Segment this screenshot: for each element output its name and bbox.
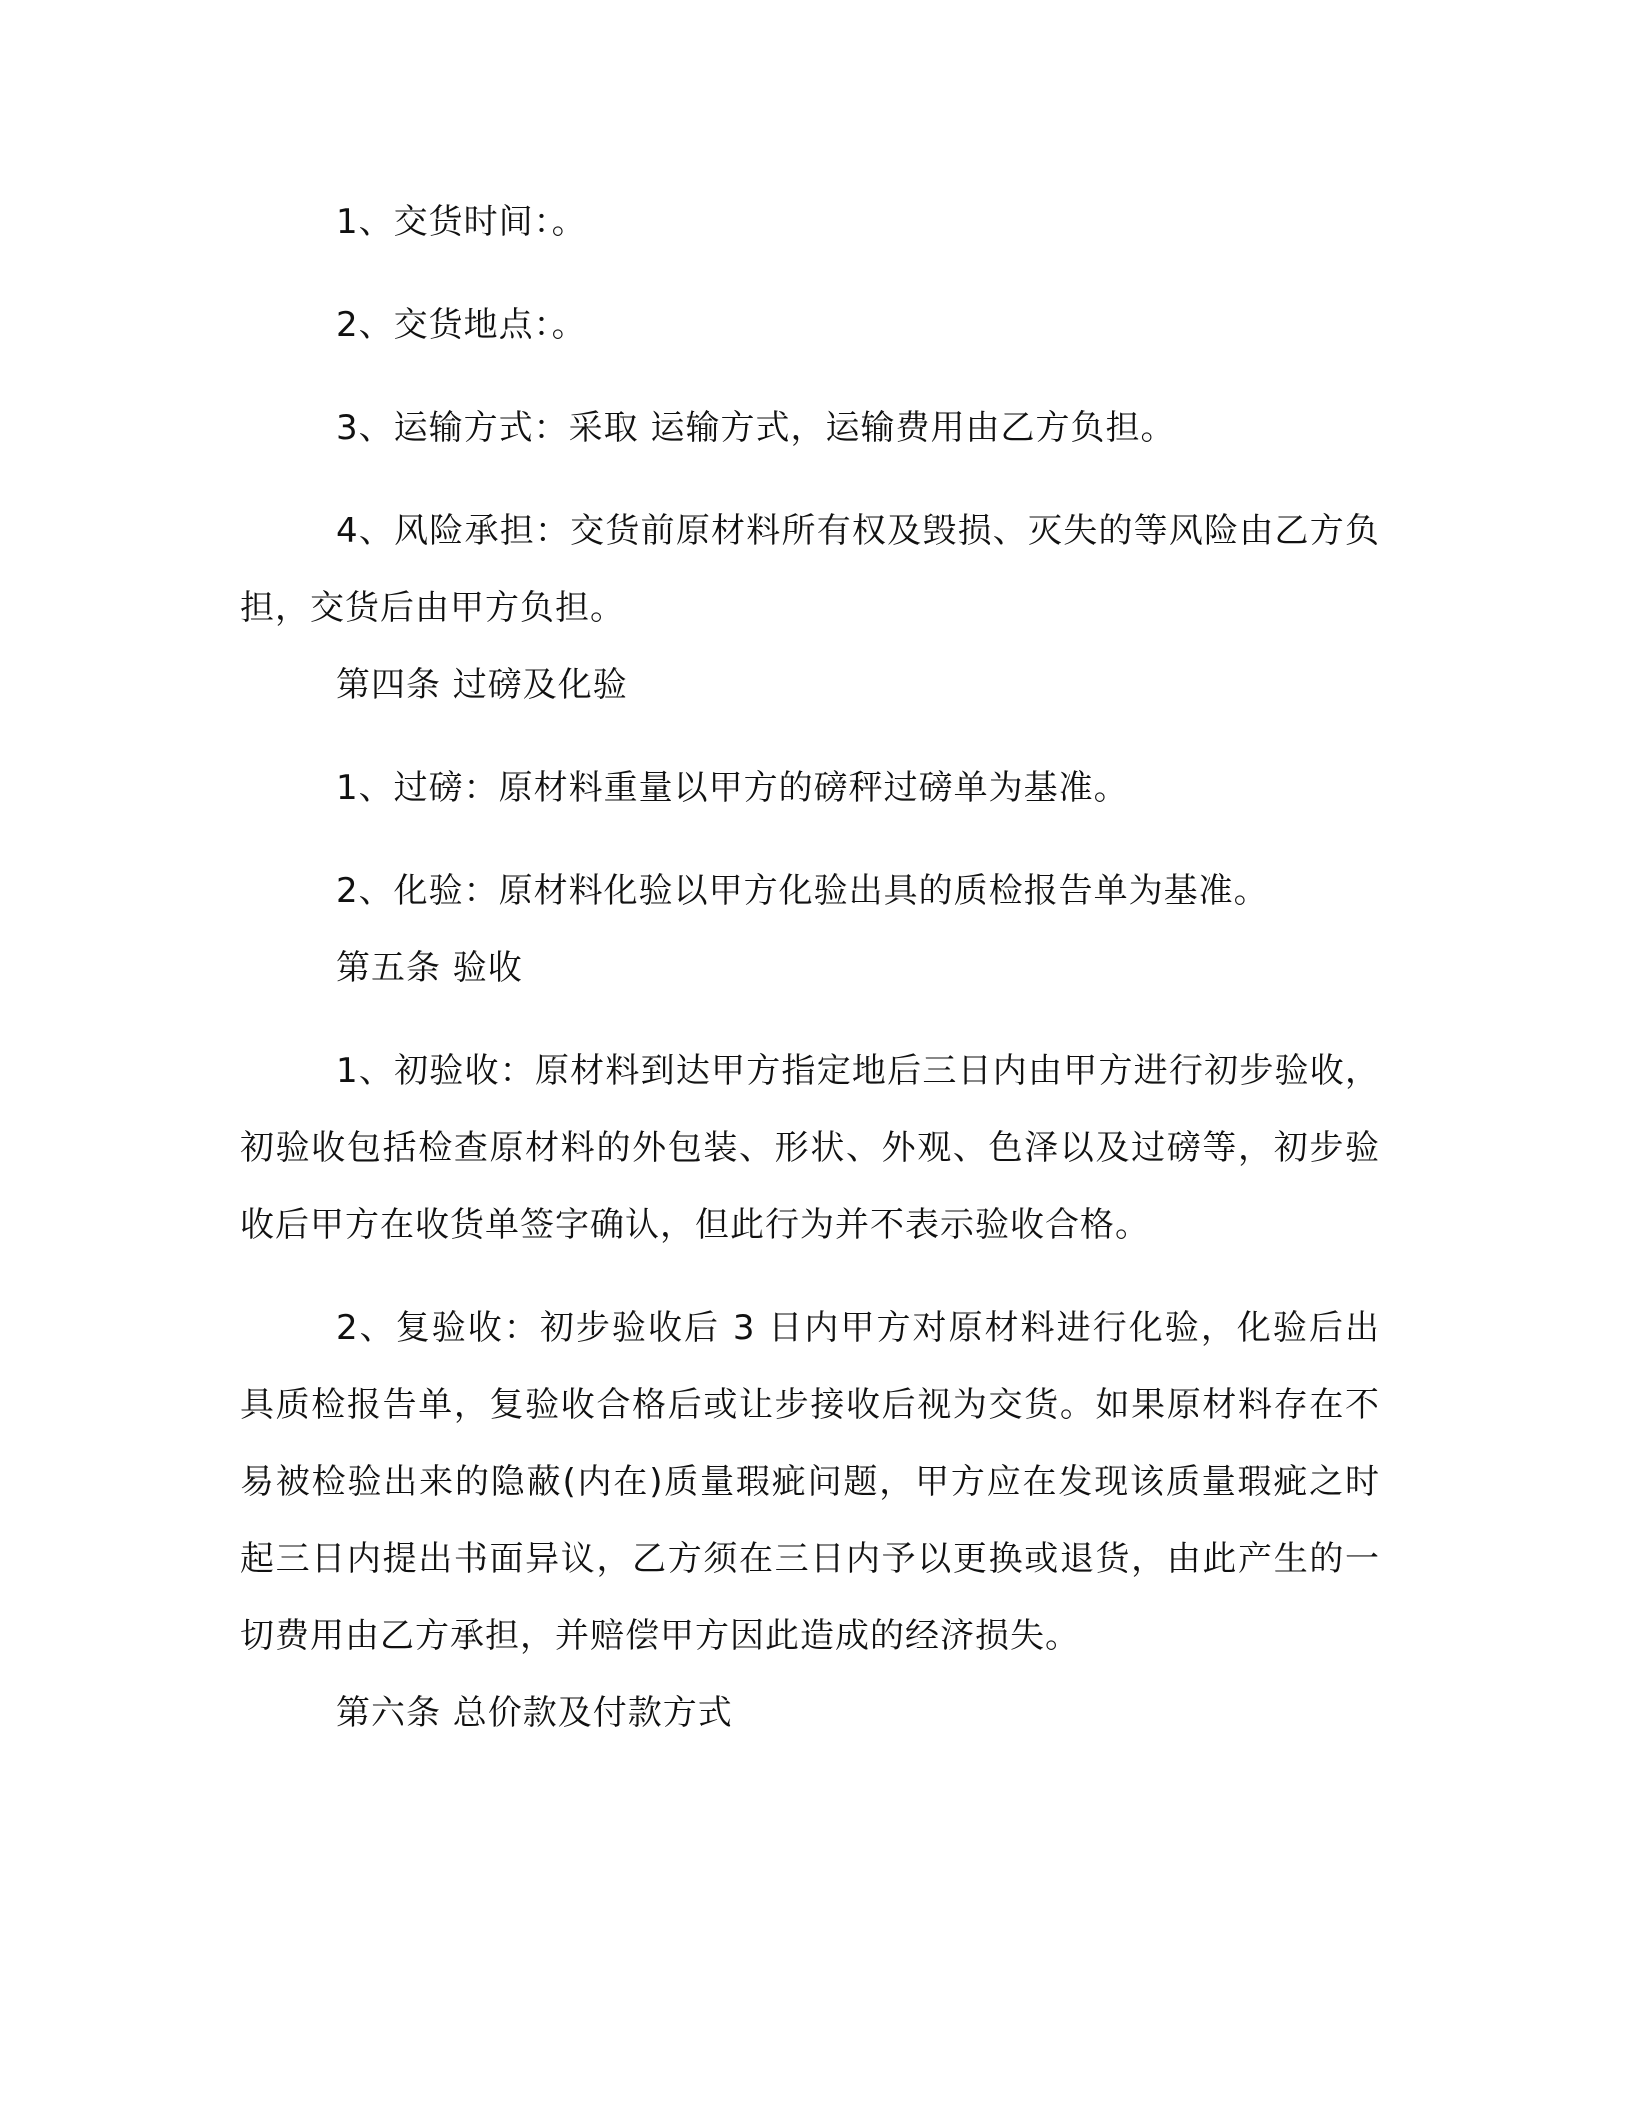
article-6-heading: 第六条 总价款及付款方式 xyxy=(336,1693,733,1733)
article-4-heading: 第四条 过磅及化验 xyxy=(336,665,628,705)
clause-delivery-time: 1、交货时间：。 xyxy=(336,202,587,242)
clause-transport-method: 3、运输方式：采取 运输方式，运输费用由乙方负担。 xyxy=(336,408,1176,448)
article-5-heading: 第五条 验收 xyxy=(336,948,523,988)
clause-weighing: 1、过磅：原材料重量以甲方的磅秤过磅单为基准。 xyxy=(336,768,1129,808)
clause-re-acceptance: 2、复验收：初步验收后 3 日内甲方对原材料进行化验，化验后出具质检报告单，复验收合格后或让步接收后视为交货。如果原材料存在不易被检验出来的隐蔽(内在)质量瑕疵问题，甲方应在发现该质量瑕疵之时起三日内提出书面异议，乙方须在三日内予以更换或退货，由此产生的一切费用由乙方承担，并赔偿甲方因此造成的经济损失。 xyxy=(240,1308,1380,1656)
document-body xyxy=(240,184,1380,1752)
clause-initial-acceptance: 1、初验收：原材料到达甲方指定地后三日内由甲方进行初步验收，初验收包括检查原材料的外包装、形状、外观、色泽以及过磅等，初步验收后甲方在收货单签字确认，但此行为并不表示验收合格。 xyxy=(240,1051,1380,1245)
clause-assay: 2、化验：原材料化验以甲方化验出具的质检报告单为基准。 xyxy=(336,871,1269,911)
clause-delivery-place: 2、交货地点：。 xyxy=(336,305,587,345)
clause-risk-bearing: 4、风险承担：交货前原材料所有权及毁损、灭失的等风险由乙方负担，交货后由甲方负担。 xyxy=(240,511,1380,628)
